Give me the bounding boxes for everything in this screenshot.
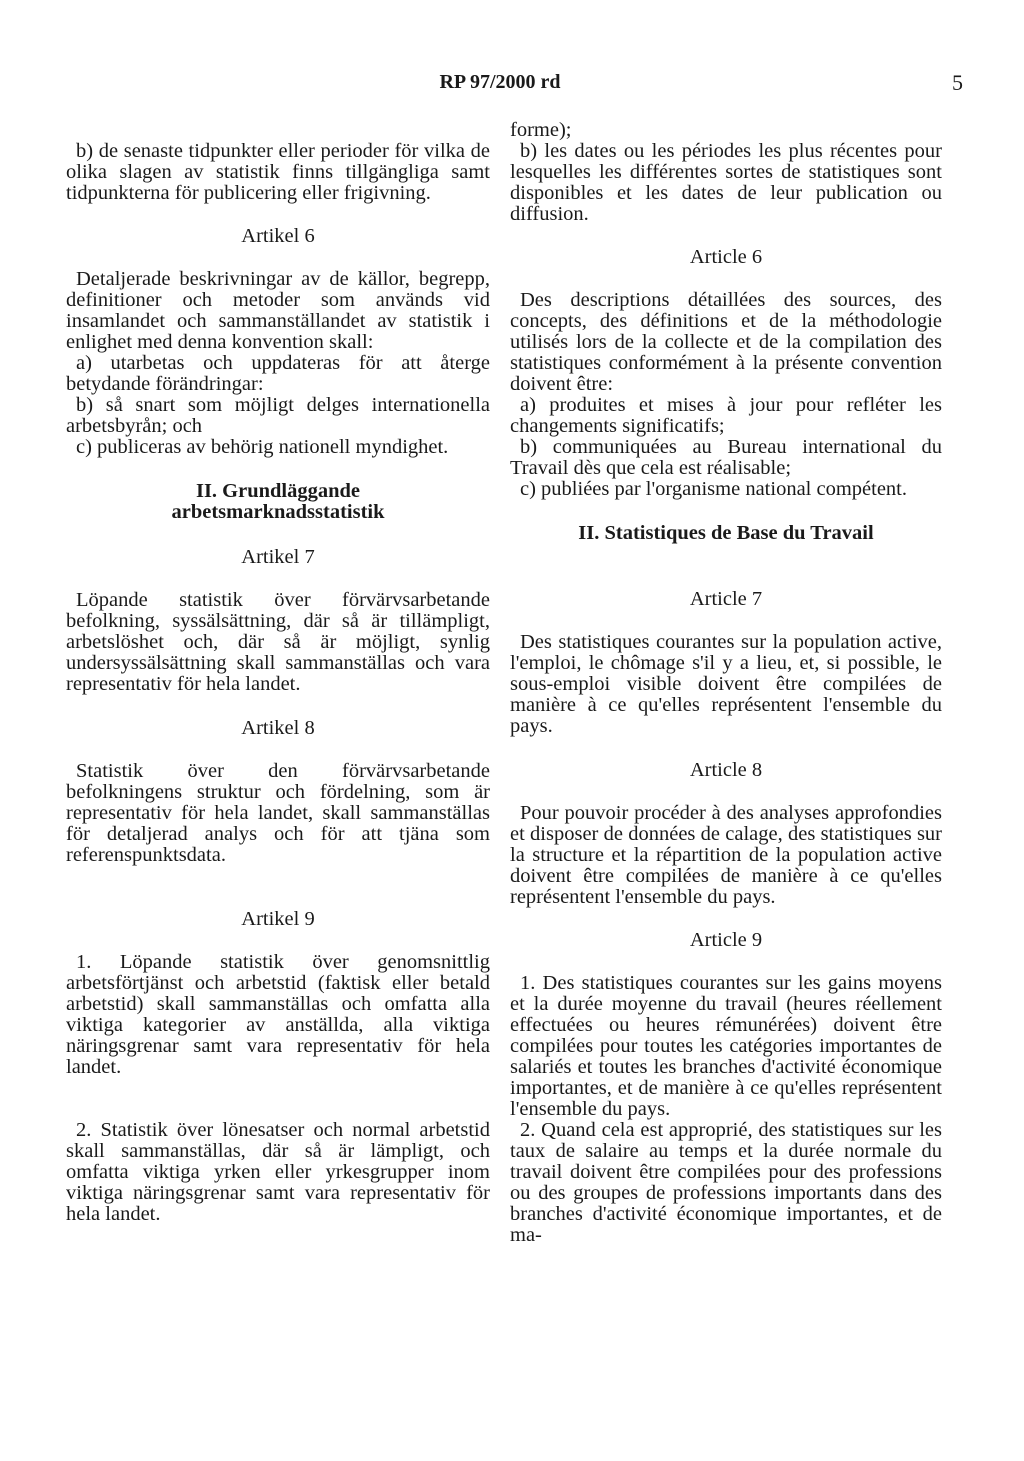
page-header <box>0 72 1024 98</box>
swedish-intro: b) de senaste tidpunkter eller perioder för vilka de olika slagen av statistik finns tillgängliga samt tidpunkterna för publicering eller frigivning. <box>66 140 490 204</box>
swedish-article-9-paragraph-2: 2. Statistik över lönesatser och normal arbetstid skall sammanställas, där så är lämpligt, och omfatta viktiga yrken eller yrkesgrupper inom viktiga näringsgrenar samt vara representativ för hela landet. <box>66 1119 490 1225</box>
swedish-article-8-heading: Artikel 8 <box>241 717 315 739</box>
french-article-8-text: Pour pouvoir procéder à des analyses approfondies et disposer de données de calage, des statistiques sur la structure et la répartition de la population active doivent être compilées de manière à ce qu'elles représentent l'ensemble du pays. <box>510 802 942 908</box>
french-section-2-title: II. Statistiques de Base du Travail <box>578 522 874 544</box>
swedish-article-6-heading: Artikel 6 <box>241 225 315 247</box>
page-number: 5 <box>952 70 963 95</box>
swedish-section-2-title-line1: II. Grundläggande <box>195 480 361 502</box>
french-article-9-heading: Article 9 <box>689 929 763 951</box>
french-article-9-paragraph-2: 2. Quand cela est approprié, des statistiques sur les taux de salaire au temps et la durée normale du travail doivent être compilées pour des professions ou des groupes de professions importants dans des branches d'activité économique importantes, et de ma- <box>510 1119 942 1246</box>
french-column <box>510 120 942 1246</box>
swedish-article-8-text: Statistik över den förvärvsarbetande befolkningens struktur och fördelning, som är representativ för hela landet, skall sammanställas för detaljerad analys och för att tjäna som referenspunktsdata. <box>66 760 490 866</box>
swedish-section-2-title-line2: arbetsmarknadsstatistik <box>171 501 385 523</box>
french-article-6-item-b: b) communiquées au Bureau international du Travail dès que cela est réalisable; <box>510 436 942 479</box>
french-article-7-heading: Article 7 <box>689 588 763 610</box>
swedish-article-6-item-b: b) så snart som möjligt delges internationella arbetsbyrån; och <box>66 394 490 437</box>
french-article-6-item-c: c) publiées par l'organisme national compétent. <box>520 478 907 500</box>
french-continuation: forme); <box>510 119 572 141</box>
french-article-6-item-a: a) produites et mises à jour pour refléter les changements significatifs; <box>510 394 942 437</box>
swedish-article-6-item-c: c) publiceras av behörig nationell myndighet. <box>76 436 449 458</box>
document-reference: RP 97/2000 rd <box>439 71 561 93</box>
french-article-7-text: Des statistiques courantes sur la population active, l'emploi, le chômage s'il y a lieu, et, si possible, le sous-emploi visible doivent être compilées de manière à ce qu'elles représentent l'ensemble du pays. <box>510 631 942 737</box>
french-article-9-paragraph-1: 1. Des statistiques courantes sur les gains moyens et la durée moyenne du travail (heures réellement effectuées ou heures rémunérées) doivent être compilées pour toutes les catégories importantes de salariés et toutes les branches d'activité économique importantes, et de manière à ce qu'elles représentent l'ensemble du pays. <box>510 972 942 1120</box>
french-intro-item-b: b) les dates ou les périodes les plus récentes pour lesquelles les différentes sortes de statistiques sont disponibles et les dates de leur publication ou diffusion. <box>510 140 942 225</box>
french-article-8-heading: Article 8 <box>689 759 763 781</box>
swedish-article-6-item-a: a) utarbetas och uppdateras för att återge betydande förändringar: <box>66 352 490 395</box>
swedish-article-9-paragraph-1: 1. Löpande statistik över genomsnittlig arbetsförtjänst och arbetstid (faktisk eller betald arbetstid) skall sammanställas och omfatta alla viktiga kategorier av anställda, alla viktiga näringsgrenar samt vara representativ för hela landet. <box>66 951 490 1078</box>
french-article-6-heading: Article 6 <box>689 246 763 268</box>
swedish-article-6-text: Detaljerade beskrivningar av de källor, begrepp, definitioner och metoder som används vid insamlandet och sammanställandet av statistik i enlighet med denna konvention skall: <box>66 268 490 353</box>
french-article-6-text: Des descriptions détaillées des sources, des concepts, des définitions et de la méthodologie utilisés lors de la collecte et de la compilation des statistiques conformément à la présente convention doivent être: <box>510 289 942 395</box>
swedish-article-7-heading: Artikel 7 <box>241 546 315 568</box>
swedish-article-7-text: Löpande statistik över förvärvsarbetande befolkning, syssälsättning, där så är tillämpligt, arbetslöshet och, där så är möjligt, synlig undersyssälsättning skall sammanställas och vara representativ för hela landet. <box>66 589 490 695</box>
swedish-column <box>66 120 490 1225</box>
swedish-article-9-heading: Artikel 9 <box>241 908 315 930</box>
